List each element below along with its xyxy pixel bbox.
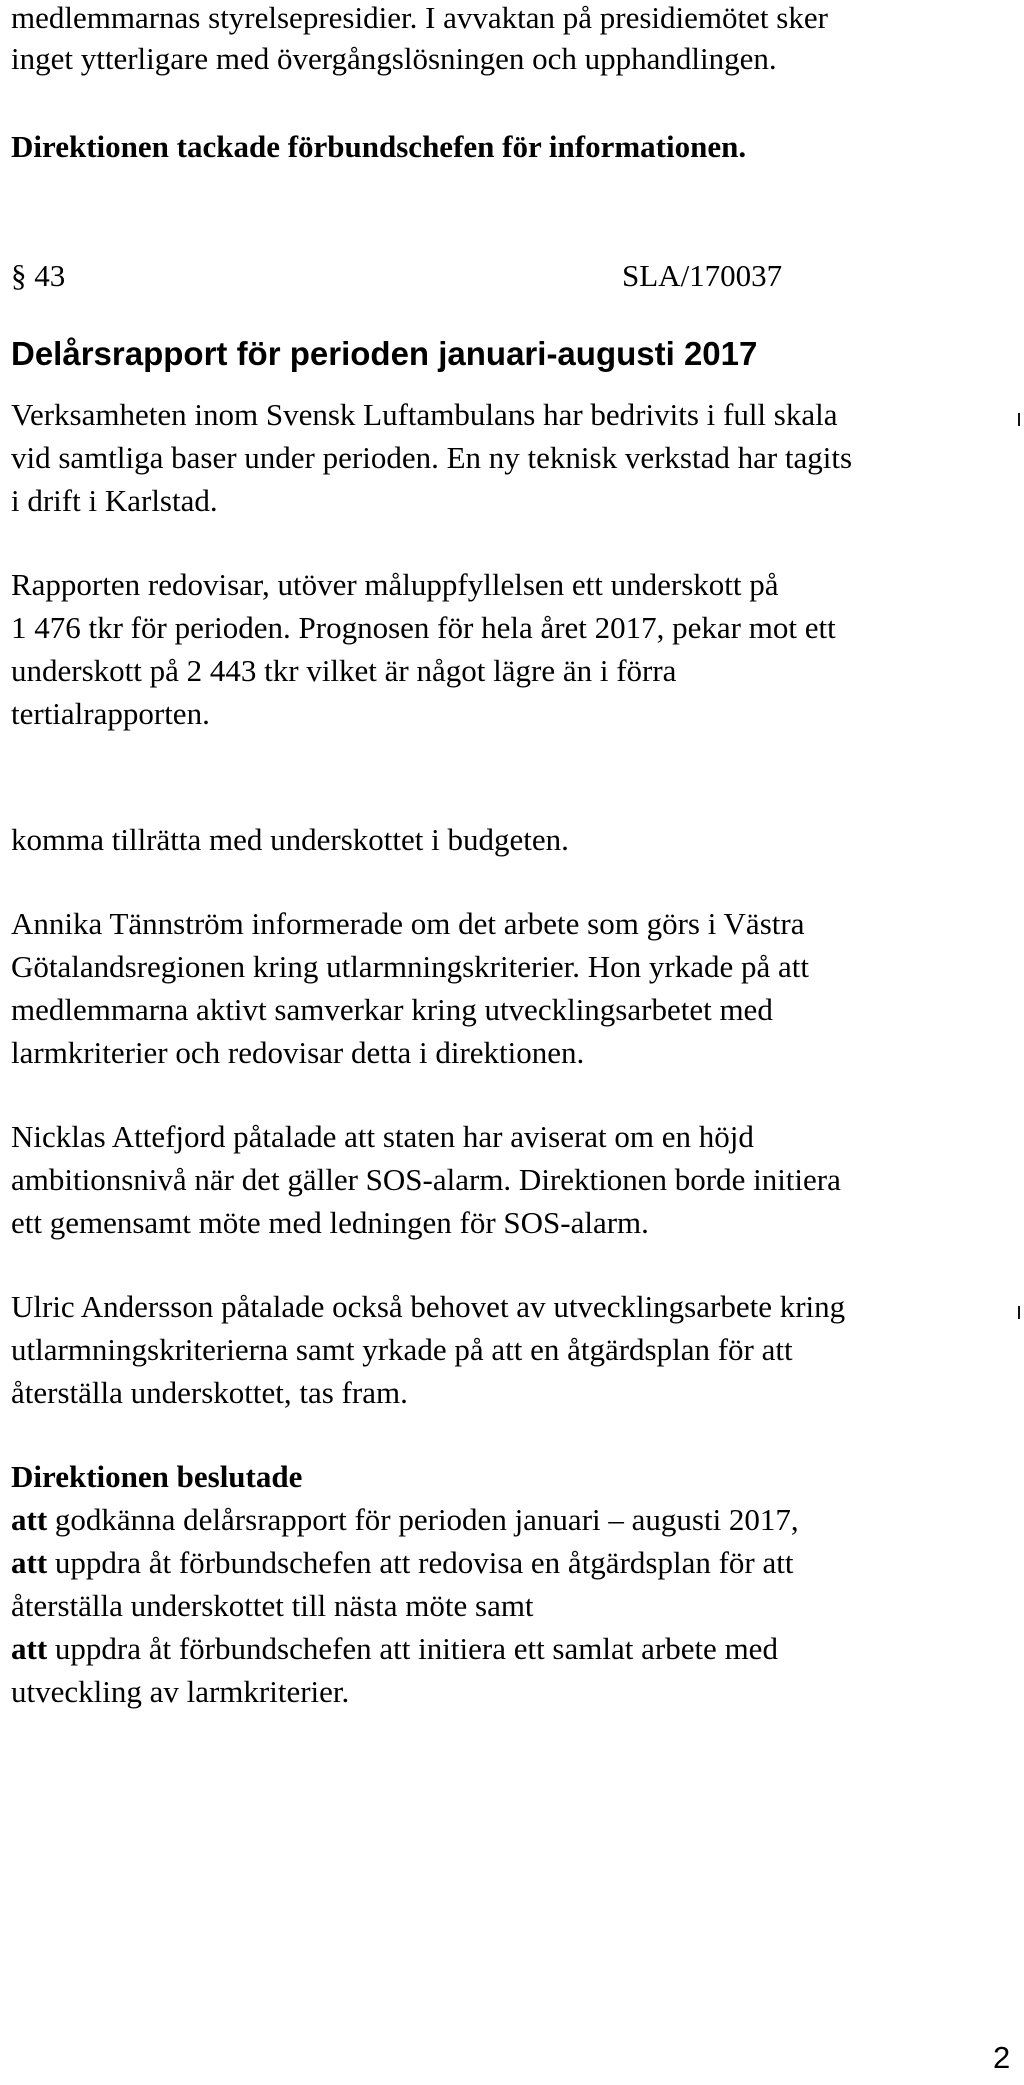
paragraph-6-line-1: Ulric Andersson påtalade också behovet av utvecklingsarbete kring [11, 1289, 846, 1324]
paragraph-2-line-1: Rapporten redovisar, utöver måluppfyllelsen ett underskott på [11, 567, 779, 602]
case-id: SLA/170037 [622, 258, 783, 293]
paragraph-5-line-3: ett gemensamt möte med ledningen för SOS-alarm. [11, 1205, 649, 1240]
intro-line-1: medlemmarnas styrelsepresidier. I avvaktan på presidiemötet sker [11, 0, 828, 35]
paragraph-6-line-3: återställa underskottet, tas fram. [11, 1375, 408, 1410]
paragraph-5-line-2: ambitionsnivå när det gäller SOS-alarm. Direktionen borde initiera [11, 1162, 841, 1197]
decision-line-1 [11, 1502, 799, 1538]
page-number: 2 [993, 2040, 1011, 2075]
scan-edge-mark [1018, 413, 1020, 426]
decision-line-3: återställa underskottet till nästa möte samt [11, 1588, 534, 1623]
scan-edge-mark [1018, 1306, 1020, 1319]
paragraph-1-line-2: vid samtliga baser under perioden. En ny teknisk verkstad har tagits [11, 440, 853, 475]
decision-line-5: utveckling av larmkriterier. [11, 1674, 350, 1709]
paragraph-2-line-4: tertialrapporten. [11, 696, 210, 731]
decision-keyword: att [11, 1502, 48, 1537]
paragraph-1-line-3: i drift i Karlstad. [11, 483, 218, 518]
decision-keyword: att [11, 1631, 48, 1666]
paragraph-5-line-1: Nicklas Attefjord påtalade att staten har aviserat om en höjd [11, 1119, 754, 1154]
paragraph-1-line-1: Verksamheten inom Svensk Luftambulans har bedrivits i full skala [11, 397, 838, 432]
paragraph-4-line-4: larmkriterier och redovisar detta i direktionen. [11, 1035, 585, 1070]
thanks-statement: Direktionen tackade förbundschefen för informationen. [11, 129, 747, 164]
decision-line-4 [11, 1631, 778, 1667]
paragraph-3-line-1: komma tillrätta med underskottet i budgeten. [11, 822, 569, 857]
paragraph-4-line-1: Annika Tännström informerade om det arbete som görs i Västra [11, 906, 805, 941]
decision-text-1: godkänna delårsrapport för perioden januari – augusti 2017, [47, 1502, 799, 1537]
decision-keyword: att [11, 1545, 48, 1580]
paragraph-6-line-2: utlarmningskriterierna samt yrkade på att en åtgärdsplan för att [11, 1332, 793, 1367]
paragraph-2-line-2: 1 476 tkr för perioden. Prognosen för hela året 2017, pekar mot ett [11, 610, 836, 645]
section-heading: Delårsrapport för perioden januari-augusti 2017 [11, 335, 758, 372]
paragraph-4-line-3: medlemmarna aktivt samverkar kring utvecklingsarbetet med [11, 992, 773, 1027]
decision-text-4: uppdra åt förbundschefen att initiera ett samlat arbete med [47, 1631, 778, 1666]
section-number: § 43 [11, 258, 66, 293]
decision-text-2: uppdra åt förbundschefen att redovisa en åtgärdsplan för att [47, 1545, 794, 1580]
paragraph-4-line-2: Götalandsregionen kring utlarmningskriterier. Hon yrkade på att [11, 949, 810, 984]
intro-line-2: inget ytterligare med övergångslösningen och upphandlingen. [11, 41, 777, 76]
decision-heading: Direktionen beslutade [11, 1459, 303, 1494]
paragraph-2-line-3: underskott på 2 443 tkr vilket är något lägre än i förra [11, 653, 677, 688]
decision-line-2 [11, 1545, 793, 1581]
